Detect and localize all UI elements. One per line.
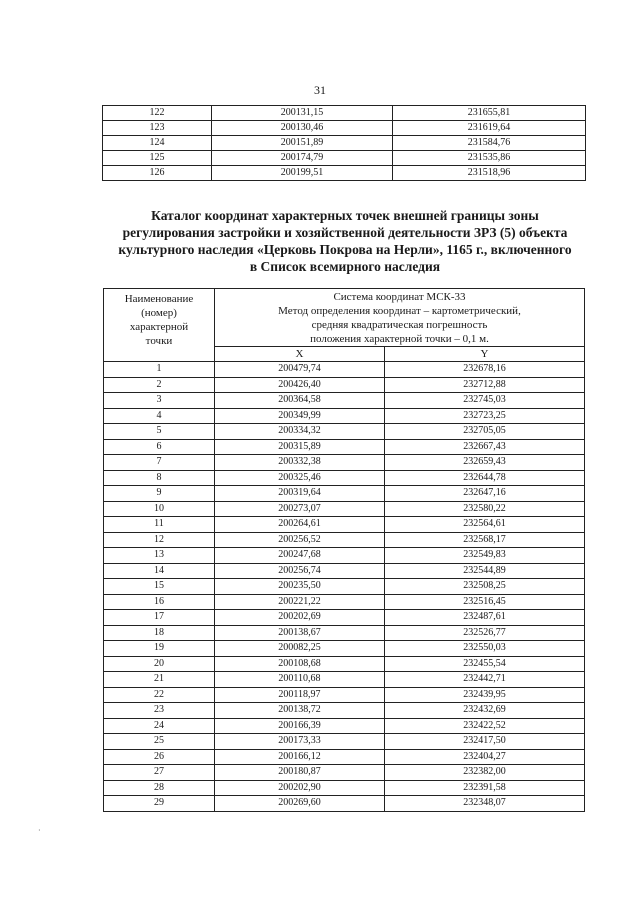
y-coordinate-cell: 232705,05 <box>385 424 585 440</box>
y-coordinate-cell: 231518,96 <box>393 166 586 181</box>
y-coordinate-cell: 232417,50 <box>385 734 585 750</box>
point-number-cell: 125 <box>103 151 212 166</box>
y-coordinate-cell: 232564,61 <box>385 517 585 533</box>
table-row <box>104 501 585 517</box>
point-number-cell: 19 <box>104 641 215 657</box>
y-coordinate-cell: 232549,83 <box>385 548 585 564</box>
title-line: в Список всемирного наследия <box>249 259 441 274</box>
table-row <box>104 439 585 455</box>
point-number-cell: 20 <box>104 656 215 672</box>
y-coordinate-cell: 232659,43 <box>385 455 585 471</box>
column-y-header: Y <box>385 347 585 362</box>
table-row <box>104 625 585 641</box>
x-coordinate-cell: 200315,89 <box>215 439 385 455</box>
table-row <box>104 424 585 440</box>
y-coordinate-cell: 232439,95 <box>385 687 585 703</box>
y-coordinate-cell: 232678,16 <box>385 362 585 378</box>
x-coordinate-cell: 200325,46 <box>215 470 385 486</box>
y-coordinate-cell: 232568,17 <box>385 532 585 548</box>
table-row <box>104 780 585 796</box>
point-number-cell: 1 <box>104 362 215 378</box>
point-number-cell: 24 <box>104 718 215 734</box>
point-number-cell: 123 <box>103 121 212 136</box>
y-coordinate-cell: 232712,88 <box>385 377 585 393</box>
y-coordinate-cell: 232516,45 <box>385 594 585 610</box>
header-line: точки <box>145 335 173 347</box>
point-number-cell: 28 <box>104 780 215 796</box>
point-number-cell: 27 <box>104 765 215 781</box>
point-number-cell: 126 <box>103 166 212 181</box>
x-coordinate-cell: 200247,68 <box>215 548 385 564</box>
point-number-cell: 18 <box>104 625 215 641</box>
point-number-cell: 16 <box>104 594 215 610</box>
y-coordinate-cell: 232544,89 <box>385 563 585 579</box>
x-coordinate-cell: 200426,40 <box>215 377 385 393</box>
header-line: характерной <box>129 321 189 333</box>
point-name-header <box>104 289 215 362</box>
header-line: Метод определения координат – картометрический, <box>278 305 521 317</box>
title-line: регулирования застройки и хозяйственной деятельности ЗРЗ (5) объекта <box>122 225 568 240</box>
y-coordinate-cell: 232745,03 <box>385 393 585 409</box>
scan-speck: · <box>38 826 41 835</box>
x-coordinate-cell: 200110,68 <box>215 672 385 688</box>
y-coordinate-cell: 232382,00 <box>385 765 585 781</box>
table-row <box>104 765 585 781</box>
point-number-cell: 10 <box>104 501 215 517</box>
table-row <box>104 796 585 812</box>
x-coordinate-cell: 200174,79 <box>212 151 393 166</box>
coordinate-system-header <box>215 289 585 347</box>
table-body <box>103 106 586 181</box>
table-row <box>104 517 585 533</box>
y-coordinate-cell: 232508,25 <box>385 579 585 595</box>
y-coordinate-cell: 232455,54 <box>385 656 585 672</box>
table-row <box>104 641 585 657</box>
table-row <box>104 579 585 595</box>
y-coordinate-cell: 231619,64 <box>393 121 586 136</box>
y-coordinate-cell: 232550,03 <box>385 641 585 657</box>
point-number-cell: 9 <box>104 486 215 502</box>
y-coordinate-cell: 231655,81 <box>393 106 586 121</box>
y-coordinate-cell: 232580,22 <box>385 501 585 517</box>
point-number-cell: 3 <box>104 393 215 409</box>
point-number-cell: 23 <box>104 703 215 719</box>
x-coordinate-cell: 200082,25 <box>215 641 385 657</box>
point-number-cell: 15 <box>104 579 215 595</box>
title-line: Каталог координат характерных точек внешней границы зоны <box>151 208 539 223</box>
x-coordinate-cell: 200131,15 <box>212 106 393 121</box>
x-coordinate-cell: 200202,90 <box>215 780 385 796</box>
x-coordinate-cell: 200319,64 <box>215 486 385 502</box>
table-header <box>104 289 585 362</box>
table-row <box>104 594 585 610</box>
y-coordinate-cell: 232422,52 <box>385 718 585 734</box>
column-x-header: X <box>215 347 385 362</box>
y-coordinate-cell: 232487,61 <box>385 610 585 626</box>
table-body <box>104 362 585 812</box>
table-row <box>104 393 585 409</box>
point-number-cell: 22 <box>104 687 215 703</box>
y-coordinate-cell: 232432,69 <box>385 703 585 719</box>
table-row <box>104 672 585 688</box>
header-line: положения характерной точки – 0,1 м. <box>310 333 489 345</box>
coordinates-table <box>103 288 585 812</box>
point-number-cell: 26 <box>104 749 215 765</box>
x-coordinate-cell: 200151,89 <box>212 136 393 151</box>
point-number-cell: 124 <box>103 136 212 151</box>
table-row <box>104 362 585 378</box>
title-line: культурного наследия «Церковь Покрова на Нерли», 1165 г., включенного <box>118 242 572 257</box>
table-row <box>104 408 585 424</box>
table-row <box>104 548 585 564</box>
point-number-cell: 5 <box>104 424 215 440</box>
header-line: Система координат МСК-33 <box>333 291 466 303</box>
point-number-cell: 6 <box>104 439 215 455</box>
x-coordinate-cell: 200235,50 <box>215 579 385 595</box>
catalog-title <box>100 207 590 275</box>
y-coordinate-cell: 232723,25 <box>385 408 585 424</box>
y-coordinate-cell: 232526,77 <box>385 625 585 641</box>
y-coordinate-cell: 232391,58 <box>385 780 585 796</box>
y-coordinate-cell: 232644,78 <box>385 470 585 486</box>
coordinates-table-continued <box>102 105 586 181</box>
x-coordinate-cell: 200332,38 <box>215 455 385 471</box>
x-coordinate-cell: 200364,58 <box>215 393 385 409</box>
point-number-cell: 21 <box>104 672 215 688</box>
page-number: 31 <box>314 83 326 97</box>
x-coordinate-cell: 200118,97 <box>215 687 385 703</box>
header-line: (номер) <box>141 307 177 319</box>
table-row <box>104 703 585 719</box>
table-row <box>103 136 586 151</box>
table-row <box>104 532 585 548</box>
x-coordinate-cell: 200173,33 <box>215 734 385 750</box>
table-row <box>104 734 585 750</box>
x-coordinate-cell: 200256,74 <box>215 563 385 579</box>
x-coordinate-cell: 200138,72 <box>215 703 385 719</box>
y-coordinate-cell: 231584,76 <box>393 136 586 151</box>
header-line: средняя квадратическая погрешность <box>311 319 488 331</box>
point-number-cell: 7 <box>104 455 215 471</box>
table-row <box>104 656 585 672</box>
table-row <box>103 121 586 136</box>
table-row <box>104 749 585 765</box>
point-number-cell: 14 <box>104 563 215 579</box>
x-coordinate-cell: 200256,52 <box>215 532 385 548</box>
y-coordinate-cell: 232404,27 <box>385 749 585 765</box>
point-number-cell: 11 <box>104 517 215 533</box>
table-row <box>103 166 586 181</box>
x-coordinate-cell: 200273,07 <box>215 501 385 517</box>
x-coordinate-cell: 200202,69 <box>215 610 385 626</box>
point-number-cell: 122 <box>103 106 212 121</box>
table-row <box>104 455 585 471</box>
x-coordinate-cell: 200199,51 <box>212 166 393 181</box>
x-coordinate-cell: 200166,12 <box>215 749 385 765</box>
header-line: Наименование <box>124 293 194 305</box>
y-coordinate-cell: 231535,86 <box>393 151 586 166</box>
x-coordinate-cell: 200269,60 <box>215 796 385 812</box>
x-coordinate-cell: 200264,61 <box>215 517 385 533</box>
point-number-cell: 8 <box>104 470 215 486</box>
x-coordinate-cell: 200221,22 <box>215 594 385 610</box>
x-coordinate-cell: 200334,32 <box>215 424 385 440</box>
x-coordinate-cell: 200479,74 <box>215 362 385 378</box>
point-number-cell: 29 <box>104 796 215 812</box>
table-row <box>104 470 585 486</box>
point-number-cell: 12 <box>104 532 215 548</box>
x-coordinate-cell: 200130,46 <box>212 121 393 136</box>
y-coordinate-cell: 232667,43 <box>385 439 585 455</box>
table-row <box>104 610 585 626</box>
table-row <box>104 563 585 579</box>
header-row <box>104 289 585 347</box>
point-number-cell: 2 <box>104 377 215 393</box>
table-row <box>103 106 586 121</box>
x-coordinate-cell: 200180,87 <box>215 765 385 781</box>
x-coordinate-cell: 200349,99 <box>215 408 385 424</box>
table-row <box>104 486 585 502</box>
point-number-cell: 25 <box>104 734 215 750</box>
table-row <box>104 377 585 393</box>
y-coordinate-cell: 232647,16 <box>385 486 585 502</box>
x-coordinate-cell: 200108,68 <box>215 656 385 672</box>
table-row <box>103 151 586 166</box>
table-row <box>104 687 585 703</box>
y-coordinate-cell: 232442,71 <box>385 672 585 688</box>
point-number-cell: 4 <box>104 408 215 424</box>
x-coordinate-cell: 200166,39 <box>215 718 385 734</box>
x-coordinate-cell: 200138,67 <box>215 625 385 641</box>
point-number-cell: 13 <box>104 548 215 564</box>
table-row <box>104 718 585 734</box>
y-coordinate-cell: 232348,07 <box>385 796 585 812</box>
point-number-cell: 17 <box>104 610 215 626</box>
